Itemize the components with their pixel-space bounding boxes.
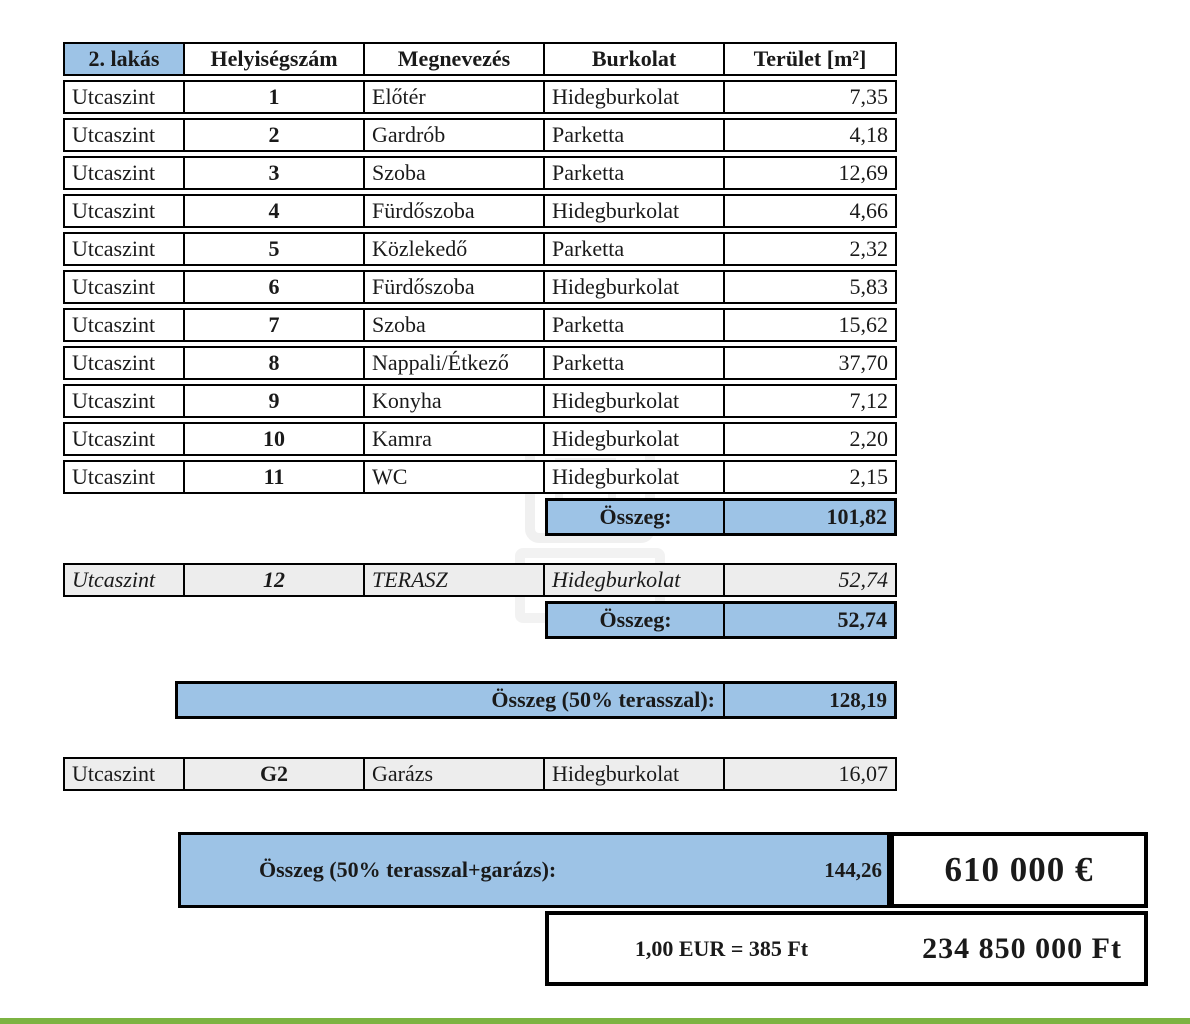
row-flooring: Hidegburkolat xyxy=(545,196,725,226)
row-flooring: Hidegburkolat xyxy=(545,82,725,112)
terrace-total-label: Összeg: xyxy=(548,604,725,636)
garage-table xyxy=(63,757,897,791)
subtotal-bar xyxy=(175,681,897,719)
table-row xyxy=(63,156,897,190)
row-level: Utcaszint xyxy=(65,386,185,416)
row-name: Előtér xyxy=(365,82,545,112)
row-flooring: Parketta xyxy=(545,234,725,264)
row-level: Utcaszint xyxy=(65,234,185,264)
row-flooring: Parketta xyxy=(545,158,725,188)
row-level: Utcaszint xyxy=(65,82,185,112)
row-number: 6 xyxy=(185,272,365,302)
row-number: 12 xyxy=(185,565,365,595)
table-row xyxy=(63,460,897,494)
row-flooring: Parketta xyxy=(545,310,725,340)
header-flooring: Burkolat xyxy=(545,44,725,74)
row-number: 3 xyxy=(185,158,365,188)
row-name: Közlekedő xyxy=(365,234,545,264)
row-number: 11 xyxy=(185,462,365,492)
grand-total-value: 144,26 xyxy=(824,857,882,882)
row-name: Nappali/Étkező xyxy=(365,348,545,378)
row-flooring: Parketta xyxy=(545,348,725,378)
row-level: Utcaszint xyxy=(65,120,185,150)
row-area: 4,66 xyxy=(849,198,888,223)
main-total-value: 101,82 xyxy=(826,504,887,529)
row-name: WC xyxy=(365,462,545,492)
price-huf: 234 850 000 Ft xyxy=(922,931,1122,965)
price-eur-box: 610 000 € xyxy=(890,832,1148,908)
row-area: 2,20 xyxy=(849,426,888,451)
table-header-row xyxy=(63,42,897,76)
subtotal-value: 128,19 xyxy=(829,687,887,712)
terrace-total-row xyxy=(545,601,897,639)
row-area: 16,07 xyxy=(725,759,895,789)
row-name: Konyha xyxy=(365,386,545,416)
table-row xyxy=(63,80,897,114)
row-number: 4 xyxy=(185,196,365,226)
row-number: 5 xyxy=(185,234,365,264)
row-level: Utcaszint xyxy=(65,196,185,226)
row-name: Fürdőszoba xyxy=(365,196,545,226)
row-name: Kamra xyxy=(365,424,545,454)
row-flooring: Hidegburkolat xyxy=(545,386,725,416)
row-number: 9 xyxy=(185,386,365,416)
row-number: G2 xyxy=(185,759,365,789)
row-area: 7,35 xyxy=(849,84,888,109)
exchange-rate: 1,00 EUR = 385 Ft xyxy=(634,935,809,961)
header-area: Terület [m²] xyxy=(753,46,867,71)
subtotal-label: Összeg (50% terasszal): xyxy=(178,684,725,716)
table-row xyxy=(63,384,897,418)
row-level: Utcaszint xyxy=(65,310,185,340)
row-flooring: Hidegburkolat xyxy=(545,272,725,302)
row-level: Utcaszint xyxy=(65,272,185,302)
grand-total-bar xyxy=(178,832,890,908)
terrace-total-value: 52,74 xyxy=(837,607,887,632)
row-level: Utcaszint xyxy=(65,158,185,188)
row-name: Fürdőszoba xyxy=(365,272,545,302)
row-number: 7 xyxy=(185,310,365,340)
row-level: Utcaszint xyxy=(65,348,185,378)
table-row xyxy=(63,118,897,152)
row-level: Utcaszint xyxy=(65,565,185,595)
row-flooring: Parketta xyxy=(545,120,725,150)
table-row xyxy=(63,308,897,342)
header-room-number: Helyiségszám xyxy=(185,44,365,74)
row-flooring: Hidegburkolat xyxy=(545,565,725,595)
row-level: Utcaszint xyxy=(65,462,185,492)
row-number: 1 xyxy=(185,82,365,112)
row-name: Szoba xyxy=(365,310,545,340)
garage-row xyxy=(63,757,897,791)
row-area: 37,70 xyxy=(838,350,888,375)
table-row xyxy=(63,194,897,228)
row-number: 10 xyxy=(185,424,365,454)
row-area: 2,15 xyxy=(849,464,888,489)
table-row xyxy=(63,270,897,304)
terrace-table xyxy=(63,563,897,639)
grand-total-section xyxy=(178,832,1148,908)
row-area: 52,74 xyxy=(725,565,895,595)
row-area: 15,62 xyxy=(838,312,888,337)
row-area: 7,12 xyxy=(849,388,888,413)
row-number: 2 xyxy=(185,120,365,150)
table-row xyxy=(63,346,897,380)
row-name: TERASZ xyxy=(365,565,545,595)
row-area: 12,69 xyxy=(838,160,888,185)
row-flooring: Hidegburkolat xyxy=(545,462,725,492)
row-name: Szoba xyxy=(365,158,545,188)
row-flooring: Hidegburkolat xyxy=(545,424,725,454)
row-level: Utcaszint xyxy=(65,424,185,454)
main-total-label: Összeg: xyxy=(548,501,725,533)
footer-green-bar xyxy=(0,1018,1190,1024)
main-total-row xyxy=(545,498,897,536)
table-row xyxy=(63,422,897,456)
row-area: 4,18 xyxy=(849,122,888,147)
header-room-name: Megnevezés xyxy=(365,44,545,74)
conversion-box xyxy=(545,911,1148,986)
table-row xyxy=(63,232,897,266)
apartment-area-table xyxy=(63,42,897,536)
row-area: 5,83 xyxy=(849,274,888,299)
terrace-row xyxy=(63,563,897,597)
row-flooring: Hidegburkolat xyxy=(545,759,725,789)
row-level: Utcaszint xyxy=(65,759,185,789)
row-name: Garázs xyxy=(365,759,545,789)
row-name: Gardrób xyxy=(365,120,545,150)
grand-total-label: Összeg (50% terasszal+garázs): xyxy=(259,857,557,882)
header-apartment: 2. lakás xyxy=(65,44,185,74)
row-area: 2,32 xyxy=(849,236,888,261)
row-number: 8 xyxy=(185,348,365,378)
